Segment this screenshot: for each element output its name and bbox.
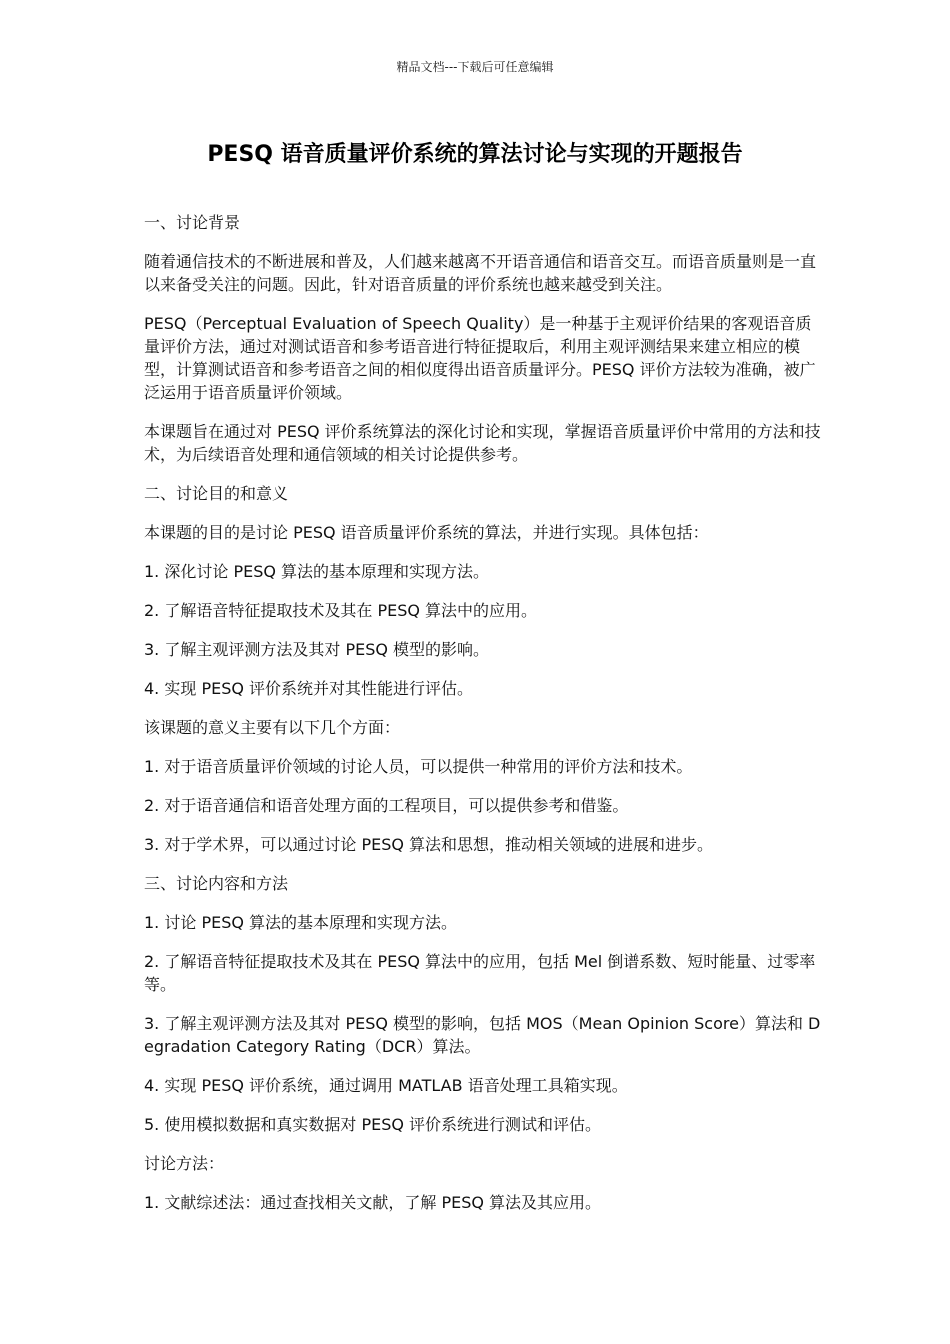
goal-item: 1. 深化讨论 PESQ 算法的基本原理和实现方法。 <box>144 562 490 581</box>
methods-intro: 讨论方法： <box>144 1154 225 1173</box>
goal-item: 4. 实现 PESQ 评价系统并对其性能进行评估。 <box>144 679 474 698</box>
significance-item: 1. 对于语音质量评价领域的讨论人员，可以提供一种常用的评价方法和技术。 <box>144 757 693 776</box>
goal-item: 3. 了解主观评测方法及其对 PESQ 模型的影响。 <box>144 640 490 659</box>
content-item: 2. 了解语音特征提取技术及其在 PESQ 算法中的应用，包括 Mel 倒谱系数、短时能量、过零率等。 <box>144 952 816 994</box>
content-item: 5. 使用模拟数据和真实数据对 PESQ 评价系统进行测试和评估。 <box>144 1115 602 1134</box>
content-item: 4. 实现 PESQ 评价系统，通过调用 MATLAB 语音处理工具箱实现。 <box>144 1076 628 1095</box>
background-paragraph-1: 随着通信技术的不断进展和普及，人们越来越离不开语音通信和语音交互。而语音质量则是一直以来备受关注的问题。因此，针对语音质量的评价系统也越来越受到关注。 <box>144 252 817 294</box>
section-heading-content-methods: 三、讨论内容和方法 <box>144 874 289 893</box>
purpose-intro: 本课题的目的是讨论 PESQ 语音质量评价系统的算法，并进行实现。具体包括： <box>144 523 709 542</box>
section-heading-background: 一、讨论背景 <box>144 213 241 232</box>
method-item: 1. 文献综述法：通过查找相关文献，了解 PESQ 算法及其应用。 <box>144 1193 602 1212</box>
document-title: PESQ 语音质量评价系统的算法讨论与实现的开题报告 <box>207 142 743 167</box>
content-item: 3. 了解主观评测方法及其对 PESQ 模型的影响，包括 MOS（Mean Opinion Score）算法和 Degradation Category Rating（DCR）算法。 <box>144 1014 821 1056</box>
page-header: 精品文档---下载后可任意编辑 <box>396 60 554 74</box>
background-paragraph-3: 本课题旨在通过对 PESQ 评价系统算法的深化讨论和实现，掌握语音质量评价中常用的方法和技术，为后续语音处理和通信领域的相关讨论提供参考。 <box>144 422 821 464</box>
content-item: 1. 讨论 PESQ 算法的基本原理和实现方法。 <box>144 913 458 932</box>
goal-item: 2. 了解语音特征提取技术及其在 PESQ 算法中的应用。 <box>144 601 538 620</box>
significance-item: 3. 对于学术界，可以通过讨论 PESQ 算法和思想，推动相关领域的进展和进步。 <box>144 835 714 854</box>
significance-item: 2. 对于语音通信和语音处理方面的工程项目，可以提供参考和借鉴。 <box>144 796 629 815</box>
background-paragraph-2: PESQ（Perceptual Evaluation of Speech Quality）是一种基于主观评价结果的客观语音质量评价方法，通过对测试语音和参考语音进行特征提取后，利用主观评测结果来建立相应的模型，计算测试语音和参考语音之间的相似度得出语音质量评分。PESQ 评价方法较为准确，被广泛运用于语音质量评价领域。 <box>144 314 816 402</box>
document-body <box>144 211 824 1230</box>
section-heading-purpose: 二、讨论目的和意义 <box>144 484 289 503</box>
significance-intro: 该课题的意义主要有以下几个方面： <box>144 718 401 737</box>
